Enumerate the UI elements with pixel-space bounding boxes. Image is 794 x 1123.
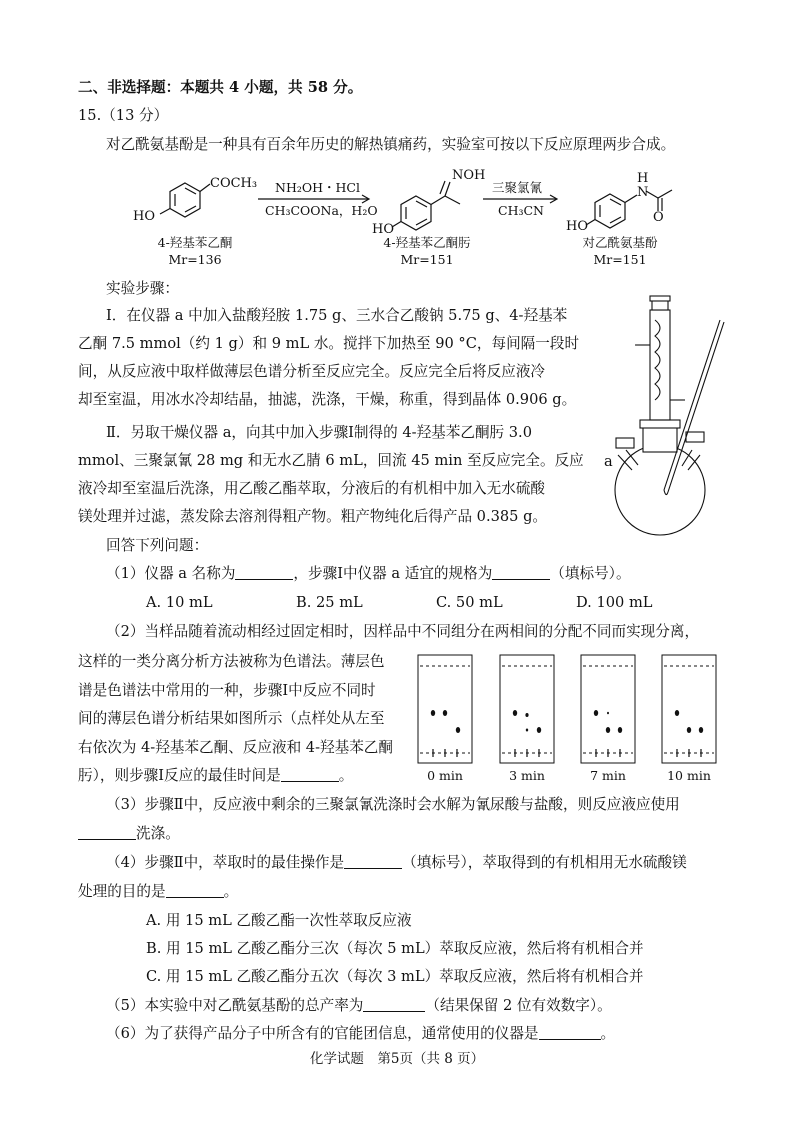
question-2-line: 谱是色谱法中常用的一种，步骤Ⅰ中反应不同时 [78, 682, 376, 699]
reagent2-top: 三聚氯氰 [492, 180, 543, 195]
reagent1-bottom: CH₃COONa，H₂O [265, 203, 378, 218]
question-5 [106, 996, 612, 1016]
question-2-line: （2）当样品随着流动相经过固定相时，因样品中不同组分在两相间的分配不同而实现分离， [106, 623, 700, 640]
hydroxy-label-3: HO [566, 219, 588, 234]
question-2-text: 。 [338, 767, 354, 784]
apparatus-label-a: a [604, 453, 613, 470]
steps-heading: 实验步骤： [106, 280, 179, 297]
step2-line: 液冷却至室温后洗涤，用乙酸乙酯萃取，分液后的有机相中加入无水硫酸 [78, 480, 546, 497]
answer-blank[interactable] [363, 997, 425, 1012]
step1-line: Ⅰ．在仪器 a 中加入盐酸羟胺 1.75 g、三水合乙酸钠 5.75 g、4-羟基苯 [106, 307, 568, 324]
step2-line: Ⅱ．另取干燥仪器 a，向其中加入步骤Ⅰ制得的 4-羟基苯乙酮肟 3.0 [106, 424, 532, 441]
amide-h-label: H [637, 171, 649, 186]
question-4-line-2 [78, 882, 238, 902]
amide-n-label: N [637, 185, 649, 200]
question-3-line-2 [78, 824, 180, 844]
answer-blank[interactable] [166, 883, 224, 898]
answer-blank[interactable] [539, 1025, 601, 1040]
question-1-text: （1）仪器 a 名称为 [106, 565, 236, 582]
step2-line: 镁处理并过滤，蒸发除去溶剂得粗产物。粗产物纯化后得产品 0.385 g。 [78, 508, 548, 525]
section-header: 二、非选择题：本题共 4 小题，共 58 分。 [78, 79, 363, 96]
step1-line: 间，从反应液中取样做薄层色谱分析至反应完全。反应完全后将反应液冷 [78, 363, 546, 380]
hydroxy-label-1: HO [133, 209, 155, 224]
question-4-text: 处理的目的是 [78, 883, 166, 900]
question-2-line: 这样的一类分离分析方法被称为色谱法。薄层色 [78, 653, 385, 670]
question-4-text: （填标号），萃取得到的有机相用无水硫酸镁 [402, 854, 687, 871]
carbonyl-o-label: O [653, 210, 664, 225]
compound2-name: 4-羟基苯乙酮肟 [383, 235, 471, 250]
question-1-text: （填标号）。 [550, 565, 631, 582]
tlc-label-7min: 7 min [590, 768, 626, 783]
tlc-label-0min: 0 min [427, 768, 463, 783]
step1-line: 乙酮 7.5 mmol（约 1 g）和 9 mL 水。搅拌下加热至 90 °C，每间隔一段时 [78, 335, 580, 352]
question-5-text: （5）本实验中对乙酰氨基酚的总产率为 [106, 997, 364, 1014]
tlc-label-10min: 10 min [667, 768, 711, 783]
option-4b: B. 用 15 mL 乙酸乙酯分三次（每次 5 mL）萃取反应液，然后将有机相合并 [146, 940, 644, 957]
compound1-name: 4-羟基苯乙酮 [157, 235, 233, 250]
question-4-text: （4）步骤Ⅱ中，萃取时的最佳操作是 [106, 854, 345, 871]
compound2-mr: Mr=151 [400, 252, 454, 267]
question-4-line [106, 853, 687, 873]
reagent2-bottom: CH₃CN [498, 203, 544, 218]
intro-text: 对乙酰氨基酚是一种具有百余年历史的解热镇痛药，实验室可按以下反应原理两步合成。 [106, 136, 676, 153]
option-1c: C. 50 mL [436, 594, 503, 611]
answer-heading: 回答下列问题： [106, 537, 209, 554]
question-1-text: ，步骤Ⅰ中仪器 a 适宜的规格为 [293, 565, 493, 582]
option-4a: A. 用 15 mL 乙酸乙酯一次性萃取反应液 [146, 912, 412, 929]
compound3-name: 对乙酰氨基酚 [582, 235, 658, 250]
question-6-text: （6）为了获得产品分子中所含有的官能团信息，通常使用的仪器是 [106, 1025, 539, 1042]
question-4-text: 。 [223, 883, 239, 900]
hydroxy-label-2: HO [372, 222, 394, 237]
acetyl-group-label: COCH₃ [210, 176, 258, 191]
question-3-text: 洗涤。 [136, 825, 180, 842]
step2-line: mmol、三聚氯氰 28 mg 和无水乙腈 6 mL，回流 45 min 至反应完全。反应 [78, 452, 584, 469]
oxime-group-label: NOH [452, 168, 486, 183]
tlc-label-3min: 3 min [509, 768, 545, 783]
reagent1-top: NH₂OH・HCl [275, 180, 360, 195]
step1-line: 却至室温，用冰水冷却结晶，抽滤，洗涤，干燥，称重，得到晶体 0.906 g。 [78, 391, 577, 408]
option-4c: C. 用 15 mL 乙酸乙酯分五次（每次 3 mL）萃取反应液，然后将有机相合并 [146, 968, 644, 985]
question-2-text: 肟），则步骤Ⅰ反应的最佳时间是 [78, 767, 281, 784]
question-3-line: （3）步骤Ⅱ中，反应液中剩余的三聚氯氰洗涤时会水解为氰尿酸与盐酸，则反应液应使用 [106, 796, 680, 813]
option-1b: B. 25 mL [296, 594, 363, 611]
question-5-text: （结果保留 2 位有效数字）。 [425, 997, 612, 1014]
question-6-text: 。 [600, 1025, 616, 1042]
page-footer: 化学试题 第5页（共 8 页） [309, 1051, 485, 1067]
question-2-line: 右依次为 4-羟基苯乙酮、反应液和 4-羟基苯乙酮 [78, 739, 393, 756]
answer-blank[interactable] [78, 825, 136, 840]
option-1a: A. 10 mL [146, 594, 213, 611]
question-6 [106, 1024, 615, 1044]
question-2-line: 间的薄层色谱分析结果如图所示（点样处从左至 [78, 710, 385, 727]
question-number: 15.（13 分） [78, 107, 169, 124]
compound1-mr: Mr=136 [168, 252, 222, 267]
answer-blank[interactable] [344, 854, 402, 869]
compound3-mr: Mr=151 [593, 252, 647, 267]
option-1d: D. 100 mL [576, 594, 653, 611]
